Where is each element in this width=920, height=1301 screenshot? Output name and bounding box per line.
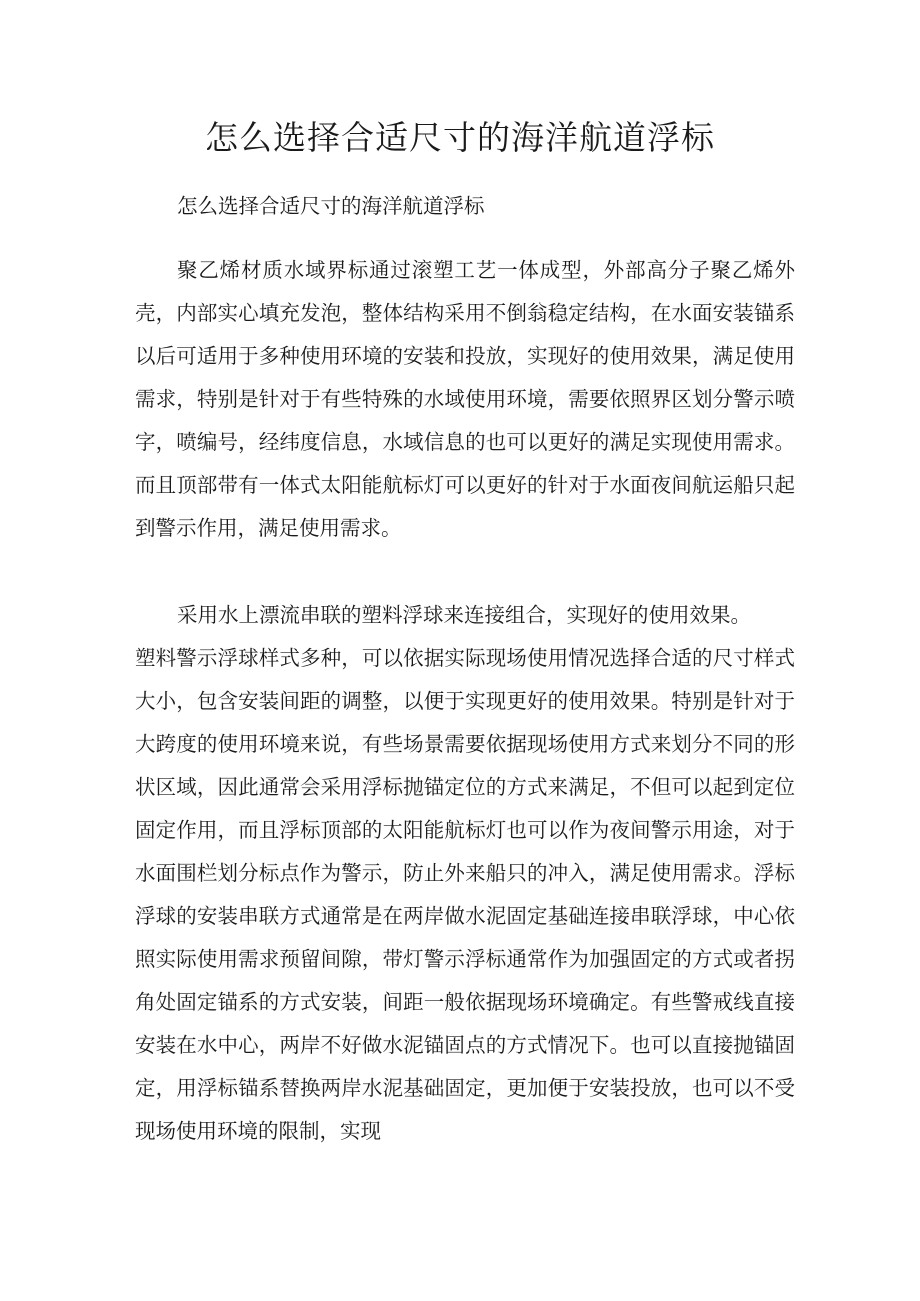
paragraph-2: 采用水上漂流串联的塑料浮球来连接组合，实现好的使用效果。 [177, 603, 751, 627]
document-subtitle: 怎么选择合适尺寸的海洋航道浮标 [177, 194, 485, 218]
document-title: 怎么选择合适尺寸的海洋航道浮标 [205, 118, 715, 157]
paragraph-3: 塑料警示浮球样式多种，可以依据实际现场使用情况选择合适的尺寸样式大小，包含安装间距的调整，以便于实现更好的使用效果。特别是针对于大跨度的使用环境来说，有些场景需要依据现场使用方式来划分不同的形状区域，因此通常会采用浮标抛锚定位的方式来满足，不但可以起到定位固定作用，而且浮标顶部的太阳能航标灯也可以作为夜间警示用途，对于水面围栏划分标点作为警示，防止外来船只的冲入，满足使用需求。浮标浮球的安装串联方式通常是在两岸做水泥固定基础连接串联浮球，中心依照实际使用需求预留间隙，带灯警示浮标通常作为加强固定的方式或者拐角处固定锚系的方式安装，间距一般依据现场环境确定。有些警戒线直接安装在水中心，两岸不好做水泥锚固点的方式情况下。也可以直接抛锚固定，用浮标锚系替换两岸水泥基础固定，更加便于安装投放，也可以不受现场使用环境的限制，实现 [135, 646, 795, 1143]
paragraph-1: 聚乙烯材质水域界标通过滚塑工艺一体成型，外部高分子聚乙烯外壳，内部实心填充发泡，整体结构采用不倒翁稳定结构，在水面安装锚系以后可适用于多种使用环境的安装和投放，实现好的使用效果，满足使用需求，特别是针对于有些特殊的水域使用环境，需要依照界区划分警示喷字，喷编号，经纬度信息，水域信息的也可以更好的满足实现使用需求。而且顶部带有一体式太阳能航标灯可以更好的针对于水面夜间航运船只起到警示作用，满足使用需求。 [135, 258, 795, 540]
